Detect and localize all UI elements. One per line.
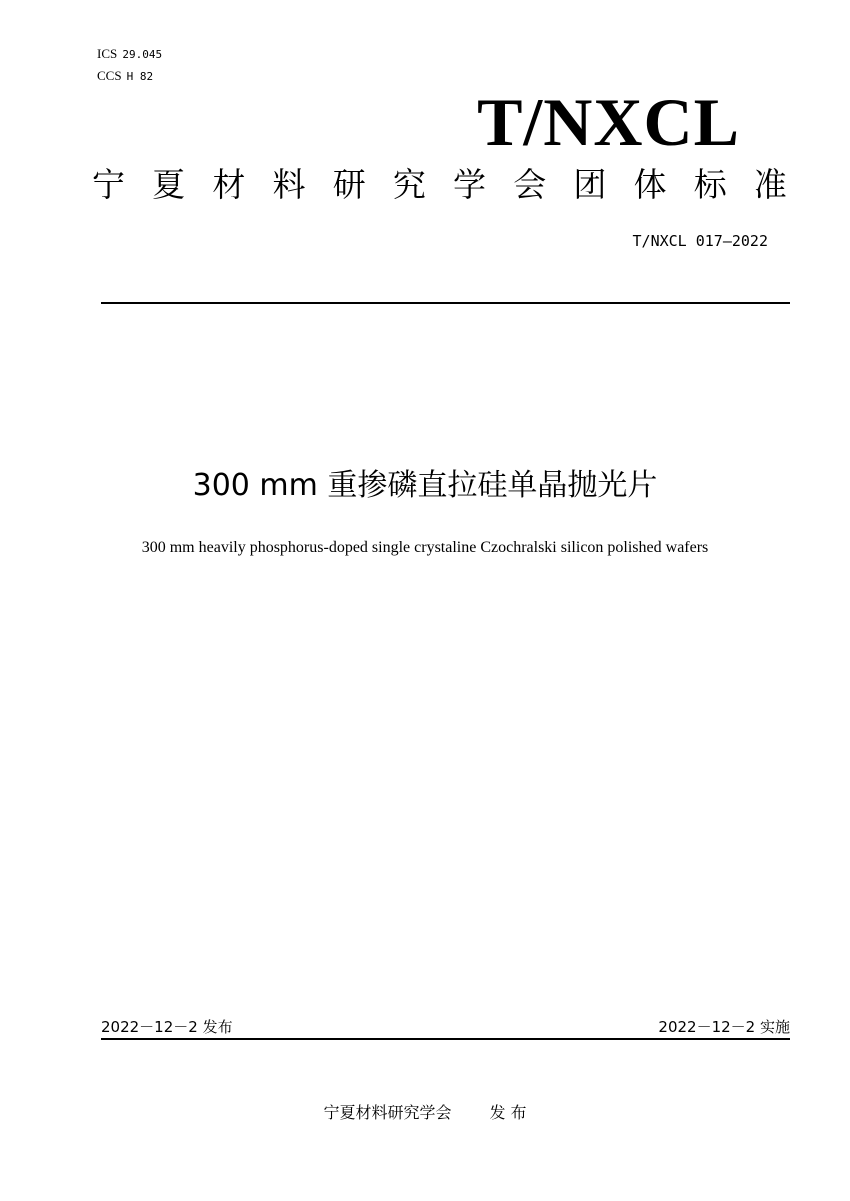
organization-name bbox=[92, 166, 787, 204]
org-char: 学 bbox=[453, 165, 487, 204]
org-char: 准 bbox=[753, 165, 787, 204]
top-divider bbox=[101, 302, 790, 304]
org-char: 夏 bbox=[152, 165, 186, 204]
ics-label: ICS bbox=[97, 46, 118, 61]
org-char: 标 bbox=[693, 165, 727, 204]
org-char: 体 bbox=[633, 165, 667, 204]
ccs-label: CCS bbox=[97, 68, 122, 83]
standard-brand-code: T/NXCL bbox=[477, 84, 740, 160]
org-char: 会 bbox=[513, 165, 547, 204]
ics-code: 29.045 bbox=[122, 48, 163, 61]
title-english: 300 mm heavily phosphorus-doped single crystaline Czochralski silicon polished wafers bbox=[141, 539, 709, 556]
ccs-code: H 82 bbox=[126, 70, 154, 83]
title-chinese: 300 mm 重掺磷直拉硅单晶抛光片 bbox=[192, 468, 658, 503]
standard-number: T/NXCL 017—2022 bbox=[632, 232, 768, 250]
ccs-classification bbox=[97, 65, 153, 84]
org-char: 究 bbox=[392, 165, 426, 204]
implementation-date: 2022－12－2 实施 bbox=[658, 1018, 790, 1036]
ics-classification bbox=[97, 43, 162, 62]
org-char: 团 bbox=[573, 165, 607, 204]
org-char: 料 bbox=[272, 165, 306, 204]
publisher-line bbox=[0, 1100, 850, 1123]
issue-date: 2022－12－2 发布 bbox=[101, 1018, 233, 1036]
publish-action: 发 布 bbox=[489, 1103, 527, 1122]
bottom-divider bbox=[101, 1038, 790, 1040]
org-char: 研 bbox=[332, 165, 366, 204]
publisher-name: 宁夏材料研究学会 bbox=[323, 1103, 452, 1122]
org-char: 材 bbox=[212, 165, 246, 204]
org-char: 宁 bbox=[92, 165, 125, 204]
